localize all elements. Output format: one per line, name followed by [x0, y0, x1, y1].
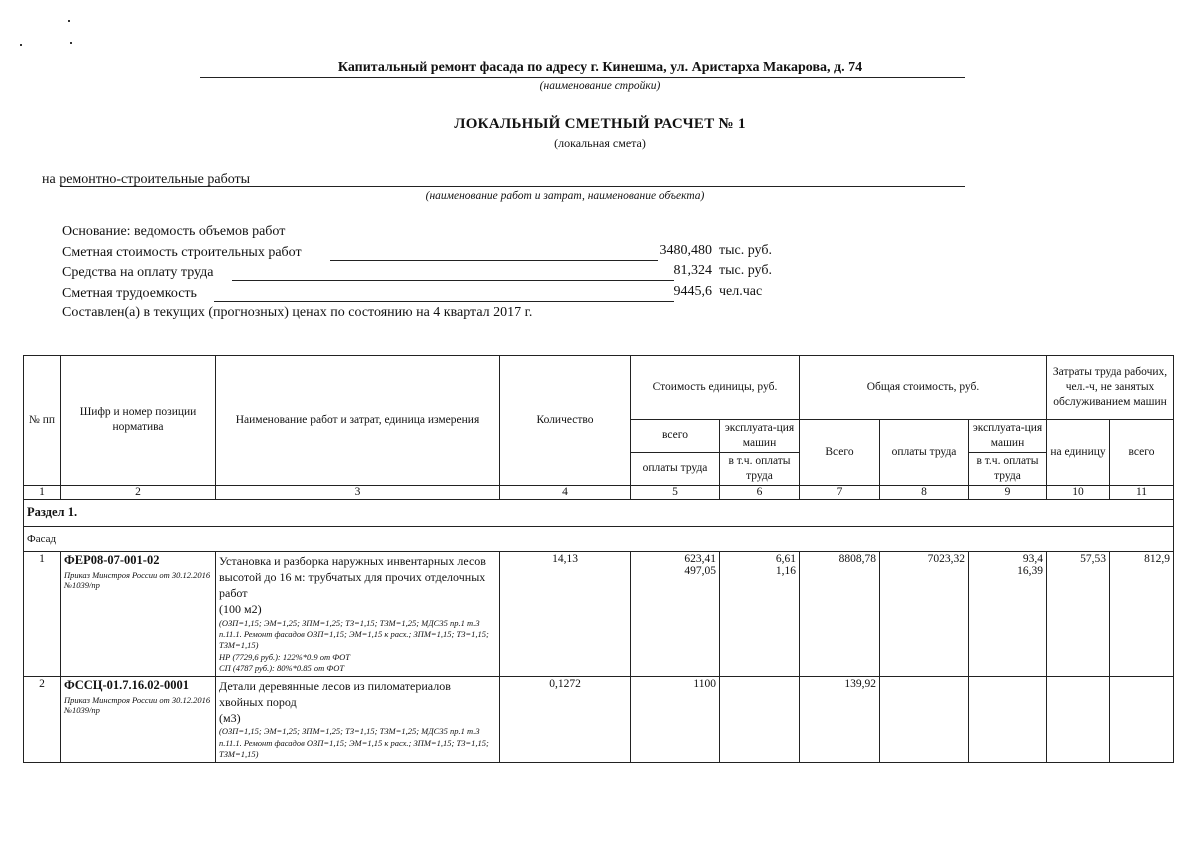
row-code-cell	[61, 551, 216, 676]
header-unit-machines: эксплуата-ция машин	[720, 420, 800, 453]
works-prefix: на	[42, 172, 56, 187]
row-unit-total: 623,41	[684, 552, 716, 565]
row-unit-cost-cell	[631, 551, 720, 676]
document-subtitle: (локальная смета)	[554, 136, 646, 150]
column-number: 3	[216, 485, 500, 499]
estimate-table	[23, 355, 1174, 763]
labor-value: 9445,6	[673, 284, 712, 299]
row-unit-machines-cell	[720, 551, 800, 676]
table-row	[24, 676, 1174, 762]
column-number-row	[24, 485, 1174, 499]
row-total-all: 139,92	[800, 676, 880, 762]
row-unit-wages: 497,05	[684, 564, 716, 577]
row-labor-total: 812,9	[1110, 551, 1174, 676]
header-labor: Затраты труда рабочих, чел.-ч, не занятых обслуживанием машин	[1047, 356, 1174, 420]
row-number: 2	[24, 676, 61, 762]
scan-speck	[68, 20, 70, 22]
compiled-line: Составлен(а) в текущих (прогнозных) ценах по состоянию на 4 квартал 2017 г.	[62, 305, 533, 320]
header-total-cost: Общая стоимость, руб.	[800, 356, 1047, 420]
row-coefficients: (ОЗП=1,15; ЭМ=1,25; ЗПМ=1,25; ТЗ=1,15; ТЗМ=1,25; МДС35 пр.1 т.3 п.11.1. Ремонт фасадов ОЗП=1,15; ЭМ=1,15 к расх.; ЗПМ=1,15; ТЗ=1,15; ТЗМ=1,15)	[219, 617, 489, 651]
row-name-cell	[216, 676, 500, 762]
column-number: 4	[500, 485, 631, 499]
section-title: Раздел 1.	[24, 499, 1174, 526]
column-number: 2	[61, 485, 216, 499]
row-empty-cell	[720, 676, 800, 762]
column-number: 7	[800, 485, 880, 499]
construction-title: Капитальный ремонт фасада по адресу г. Кинешма, ул. Аристарха Макарова, д. 74	[337, 60, 863, 75]
row-code: ФЕР08-07-001-02	[64, 552, 160, 567]
header-code: Шифр и номер позиции норматива	[61, 356, 216, 486]
scan-speck	[70, 42, 72, 44]
subsection-row	[24, 526, 1174, 551]
header-unit-total: всего	[631, 420, 720, 453]
column-number: 10	[1047, 485, 1110, 499]
row-total-all: 8808,78	[800, 551, 880, 676]
row-basis: Приказ Минстроя России от 30.12.2016 №1039/пр	[64, 694, 211, 716]
table-row	[24, 551, 1174, 676]
row-unit: (100 м2)	[219, 602, 262, 617]
row-empty-cell	[969, 676, 1047, 762]
row-unit-machine-wages: 1,16	[775, 564, 796, 577]
header-total-machine-wages: в т.ч. оплаты труда	[969, 452, 1047, 485]
header-total-wages: оплаты труда	[880, 420, 969, 486]
row-coefficients: (ОЗП=1,15; ЭМ=1,25; ЗПМ=1,25; ТЗ=1,15; ТЗМ=1,25; МДС35 пр.1 т.3 п.11.1. Ремонт фасадов ОЗП=1,15; ЭМ=1,15 к расх.; ЗПМ=1,15; ТЗ=1,15; ТЗМ=1,15)	[219, 726, 489, 760]
row-empty-cell	[880, 676, 969, 762]
works-value: ремонтно-строительные работы	[59, 172, 251, 187]
cost-value: 3480,480	[659, 243, 712, 258]
works-caption: (наименование работ и затрат, наименование объекта)	[425, 190, 705, 202]
header-qty: Количество	[500, 356, 631, 486]
basis-line: Основание: ведомость объемов работ	[62, 224, 286, 239]
row-qty: 14,13	[500, 551, 631, 676]
document-title: ЛОКАЛЬНЫЙ СМЕТНЫЙ РАСЧЕТ № 1	[454, 116, 746, 132]
row-total-machines-cell	[969, 551, 1047, 676]
row-overhead: НР (7729,6 руб.): 122%*0.9 от ФОТ	[219, 651, 351, 662]
column-number: 6	[720, 485, 800, 499]
wages-unit: тыс. руб.	[719, 263, 772, 278]
column-number: 11	[1110, 485, 1174, 499]
row-name: Установка и разборка наружных инвентарных лесов высотой до 16 м: трубчатых для прочих отделочных работ	[219, 553, 486, 601]
row-total-machine-wages: 16,39	[1017, 564, 1043, 577]
header-num: № пп	[24, 356, 61, 486]
column-number: 8	[880, 485, 969, 499]
construction-caption: (наименование стройки)	[539, 80, 661, 92]
labor-unit: чел.час	[719, 284, 763, 299]
row-name-cell	[216, 551, 500, 676]
wages-value: 81,324	[673, 263, 712, 278]
header-total-machines: эксплуата-ция машин	[969, 420, 1047, 453]
cost-label: Сметная стоимость строительных работ	[62, 245, 302, 260]
row-total-wages: 7023,32	[880, 551, 969, 676]
header-labor-total: всего	[1110, 420, 1174, 486]
row-unit: (м3)	[219, 711, 241, 726]
title-underline	[200, 77, 965, 78]
row-labor-unit: 57,53	[1047, 551, 1110, 676]
row-empty-cell	[1047, 676, 1110, 762]
row-number: 1	[24, 551, 61, 676]
header-unit-machine-wages: в т.ч. оплаты труда	[720, 452, 800, 485]
header-unit-wages: оплаты труда	[631, 452, 720, 485]
row-code: ФССЦ-01.7.16.02-0001	[64, 677, 189, 692]
column-number: 5	[631, 485, 720, 499]
header-labor-unit: на единицу	[1047, 420, 1110, 486]
header-total-all: Всего	[800, 420, 880, 486]
row-name: Детали деревянные лесов из пиломатериалов хвойных пород	[219, 678, 451, 710]
row-profit: СП (4787 руб.): 80%*0.85 от ФОТ	[219, 663, 345, 674]
header-name: Наименование работ и затрат, единица измерения	[216, 356, 500, 486]
row-basis: Приказ Минстроя России от 30.12.2016 №1039/пр	[64, 569, 211, 590]
works-underline	[60, 186, 965, 187]
row-code-cell	[61, 676, 216, 762]
header-unit-cost: Стоимость единицы, руб.	[631, 356, 800, 420]
row-empty-cell	[1110, 676, 1174, 762]
wages-label: Средства на оплату труда	[62, 265, 214, 280]
scan-speck	[20, 44, 22, 46]
labor-label: Сметная трудоемкость	[62, 286, 197, 301]
row-unit-total: 1100	[631, 676, 720, 762]
row-unit-machines: 6,61	[775, 552, 796, 565]
row-qty: 0,1272	[500, 676, 631, 762]
cost-unit: тыс. руб.	[719, 243, 772, 258]
subsection-title: Фасад	[24, 526, 1174, 551]
row-total-machines: 93,4	[1022, 552, 1043, 565]
column-number: 9	[969, 485, 1047, 499]
section-row	[24, 499, 1174, 526]
column-number: 1	[24, 485, 61, 499]
